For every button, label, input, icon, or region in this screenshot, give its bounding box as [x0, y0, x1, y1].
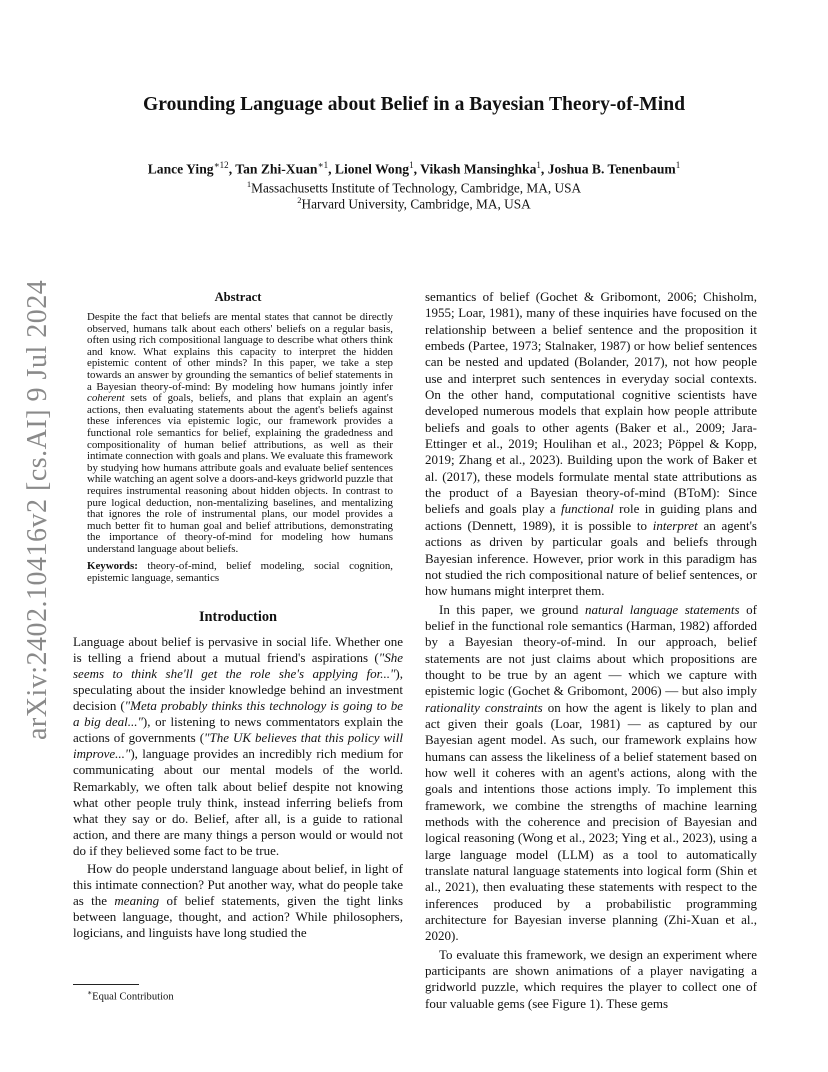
paragraph-text: Language about belief is pervasive in social life. Whether one is telling a friend about a mutual friend's aspirations ( — [73, 633, 403, 665]
paragraph-text: an agent's actions as driven by particular goals and beliefs through Bayesian inference. However, prior work in this paradigm has not studied the rich compositional nature of belief sentences, or how humans might interpret them. — [425, 517, 757, 599]
abstract-emphasis: coherent — [87, 392, 125, 405]
paragraph-emphasis: "The UK believes that this policy will improve..." — [73, 730, 403, 762]
paragraph-emphasis: interpret — [652, 517, 698, 533]
introduction-paragraph-3 — [425, 289, 757, 600]
author-name: Lance Ying — [147, 161, 214, 177]
introduction-paragraph-1 — [73, 634, 403, 859]
paragraph-emphasis: "She seems to think she'll get the role she's applying for..." — [73, 649, 403, 681]
affiliation-superscript: 2 — [297, 195, 302, 205]
paragraph-text: ), speculating about the insider knowledge behind an investment decision ( — [73, 665, 403, 714]
keywords — [87, 561, 393, 584]
footnote — [87, 988, 174, 1003]
introduction-heading: Introduction — [198, 608, 278, 625]
author-name: Joshua B. Tenenbaum — [547, 161, 676, 177]
paragraph-text: semantics of belief (Gochet & Gribomont, 2006; Chisholm, 1955; Loar, 1981), many of these inquiries have focused on the relationship between a belief sentence and the proposition it embeds (Partee, 1973; Stalnaker, 1987) or how belief sentences can be nested and updated (Bolander, 2017), not how people use and interpret such sentences in everyday social contexts. On the other hand, computational cognitive scientists have developed numerous models that explain how people attribute beliefs and goals to other agents (Baker et al., 2009; Jara-Ettinger et al., 2019; Houlihan et al., 2023; Pöppel & Kopp, 2019; Zhang et al., 2023). Building upon the work of Baker et al. (2017), these models formulate mental state attributions as the product of a Bayesian theory-of-mind (BToM): Since beliefs and goals play a — [425, 289, 757, 517]
footnote-marker: ∗ — [87, 988, 93, 997]
paragraph-emphasis: rationality constraints — [425, 699, 543, 715]
paragraph-text: ), language provides an incredibly rich medium for communicating about our mental models of the world. Remarkably, we often talk about belief despite not knowing what other people truly think, instead inferring beliefs from what they say or do. Belief, after all, is a guide to rational action, and there are many things a person would or would not do if they believed some fact to be true. — [73, 746, 403, 858]
abstract-text-part: sets of goals, beliefs, and plans that explain an agent's actions, then evaluating statements about the agent's beliefs against these inferences via epistemic logic, our framework provides a functional role semantics for belief, explaining the gradedness and compositionality of human belief attributions, as well as their intimate connection with goals and plans. We evaluate this framework by studying how humans attribute goals and evaluate belief sentences while watching an agent solve a doors-and-keys gridworld puzzle that requires instrumental reasoning about hidden objects. In contrast to pure logical deduction, non-mentalizing baselines, and mentalizing that ignores the role of instrumental plans, our model provides a much better fit to human goal and belief attributions, demonstrating the importance of theory-of-mind for modeling how humans understand language about beliefs. — [87, 392, 393, 555]
paragraph-text: In this paper, we ground — [439, 601, 585, 617]
paragraph-text: of belief statements, given the tight links between language, thought, and action? While philosophers, logicians, and linguists have long studied the — [73, 893, 403, 941]
paragraph-emphasis: "Meta probably thinks this technology is going to be a big deal..." — [73, 698, 403, 730]
paragraph-emphasis: functional — [561, 501, 614, 517]
paragraph-text: role in guiding plans and actions (Dennett, 1989), it is possible to — [425, 501, 757, 533]
paragraph-text: on how the agent is likely to plan and act given their goals (Loar, 1981) — as captured by our Bayesian agent model. As such, our framework explains how humans can assess the likeliness of a belief statement based on how well it coheres with an agent's actions, along with the goals and intentions those actions imply. To implement this framework, we combine the strengths of machine learning methods with the coherence and precision of Bayesian and logical reasoning (Wong et al., 2023; Ying et al., 2023), using a large language model (LLM) as a tool to automatically translate natural language statements into logical form (Shin et al., 2021), then evaluating these statements with respect to the inferences produced by a probabilistic programming architecture for Bayesian inverse planning (Zhi-Xuan et al., 2020). — [425, 699, 758, 944]
author-superscript: 1 — [675, 160, 681, 170]
introduction-paragraph-5 — [425, 947, 757, 1012]
keywords-label: Keywords: — [87, 560, 138, 573]
abstract-text-part: Despite the fact that beliefs are mental states that cannot be directly observed, humans talk about each others' beliefs on a regular basis, often using rich compositional language to describe what others think and know. What explains this capacity to interpret the hidden epistemic content of other minds? In this paper, we take a step towards an answer by grounding the semantics of belief statements in a Bayesian theory-of-mind: By modeling how humans jointly infer — [87, 311, 393, 393]
paragraph-text: To evaluate this framework, we design an experiment where participants are shown animations of a player navigating a gridworld puzzle, which requires the player to collect one of four valuable gems (see Figure 1). These gems — [425, 946, 757, 1011]
affiliation-text: Massachusetts Institute of Technology, Cambridge, MA, USA — [251, 180, 582, 196]
abstract-heading: Abstract — [214, 290, 262, 304]
affiliation — [0, 179, 828, 196]
author-name: Lionel Wong — [334, 161, 410, 177]
paragraph-text: How do people understand language about belief, in light of this intimate connection? Put another way, what do people take as the — [73, 860, 403, 909]
footnote-rule — [73, 984, 139, 985]
paragraph-emphasis: meaning — [114, 893, 160, 909]
footnote-text: Equal Contribution — [92, 991, 174, 1003]
author-name: Tan Zhi-Xuan — [235, 161, 318, 177]
affiliation-superscript: 1 — [246, 179, 252, 189]
arxiv-identifier: arXiv:2402.10416v2 [cs.AI] 9 Jul 2024 — [22, 279, 53, 741]
abstract-text — [87, 312, 393, 555]
paragraph-text: of belief in the functional role semantics (Harman, 1982) afforded by a Bayesian theory-of-mind. In our approach, belief statements are not just claims about which propositions are thought to be true by an agent — which we capture with epistemic logic (Gochet & Gribomont, 2006) — but also imply — [425, 601, 757, 699]
author-list: Lance Ying$^{∗12}$, Tan Zhi-Xuan$^{∗1}$, Lionel Wong$^1$, Vikash Mansinghka$^1$, Joshua B. Tenenbaum$^1$ — [147, 160, 681, 177]
paper-title: Grounding Language about Belief in a Bayesian Theory-of-Mind — [143, 94, 685, 115]
author-superscript: ∗1 — [317, 160, 329, 170]
introduction-paragraph-4 — [425, 602, 757, 945]
author-name: Vikash Mansinghka — [420, 161, 537, 177]
author-superscript: 1 — [409, 160, 414, 170]
paragraph-text: ), or listening to news commentators explain the actions of governments ( — [73, 714, 403, 746]
introduction-paragraph-2 — [73, 861, 403, 941]
left-column — [73, 290, 403, 941]
affiliation — [0, 195, 828, 212]
paragraph-emphasis: natural language statements — [584, 601, 740, 617]
keywords-text: theory-of-mind, belief modeling, social cognition, epistemic language, semantics — [87, 560, 393, 585]
right-column — [425, 289, 757, 1012]
affiliation-text: Harvard University, Cambridge, MA, USA — [301, 196, 531, 212]
author-superscript: 1 — [536, 160, 541, 170]
author-superscript: ∗12 — [213, 160, 229, 170]
